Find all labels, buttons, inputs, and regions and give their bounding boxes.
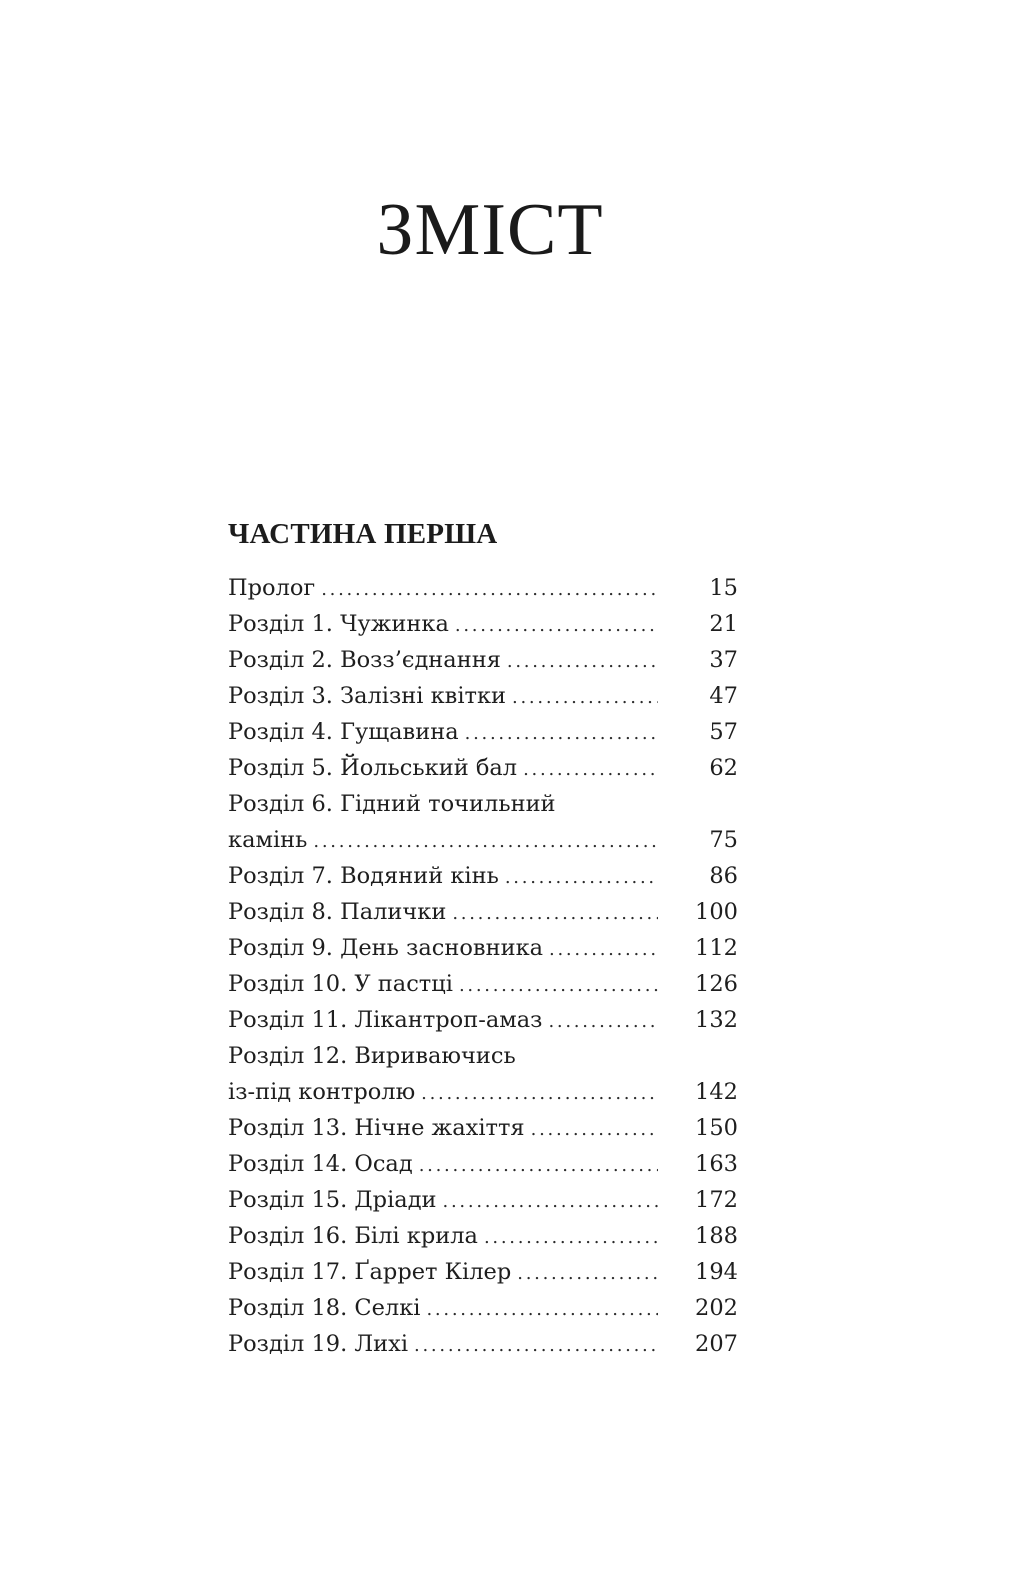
part-heading: ЧАСТИНА ПЕРША (228, 518, 498, 550)
toc-entry-page: 62 (709, 755, 738, 781)
toc-entry-label: Розділ 18. Селкі (228, 1295, 421, 1321)
toc-entry[interactable] (228, 642, 738, 678)
toc-entry-label-line1: Розділ 12. Вириваючись (228, 1043, 516, 1069)
toc-entry-page: 172 (695, 1187, 738, 1213)
toc-entry-label: Розділ 14. Осад (228, 1151, 413, 1177)
toc-entry[interactable] (228, 678, 738, 714)
toc-entry-page: 150 (695, 1115, 738, 1141)
toc-entry-page: 142 (695, 1079, 738, 1105)
dot-leader (421, 1076, 658, 1112)
toc-entry-page: 37 (709, 647, 738, 673)
toc-entry-page: 21 (709, 611, 738, 637)
toc-entry-page: 163 (695, 1151, 738, 1177)
dot-leader (455, 608, 658, 644)
toc-entry[interactable] (228, 786, 738, 858)
toc-entry[interactable] (228, 894, 738, 930)
toc-entry-page: 86 (709, 863, 738, 889)
dot-leader (465, 716, 658, 752)
toc-entry-label: Розділ 8. Палички (228, 899, 447, 925)
toc-entry[interactable] (228, 1146, 738, 1182)
toc-entry-page: 126 (695, 971, 738, 997)
toc-entry[interactable] (228, 570, 738, 606)
toc-entry[interactable] (228, 966, 738, 1002)
toc-entry-label: Розділ 17. Ґаррет Кілер (228, 1259, 512, 1285)
toc-entry-label: Розділ 1. Чужинка (228, 611, 449, 637)
toc-entry-page: 112 (695, 935, 738, 961)
dot-leader (548, 1004, 658, 1040)
toc-entry[interactable] (228, 1218, 738, 1254)
dot-leader (459, 968, 658, 1004)
toc-entry-page: 207 (695, 1331, 738, 1357)
toc-entry-label: Розділ 7. Водяний кінь (228, 863, 499, 889)
dot-leader (512, 680, 658, 716)
toc-entry[interactable] (228, 714, 738, 750)
toc-entry[interactable] (228, 1290, 738, 1326)
dot-leader (452, 896, 658, 932)
toc-entry-page: 100 (695, 899, 738, 925)
toc-entry-page: 15 (709, 575, 738, 601)
toc-entry[interactable] (228, 858, 738, 894)
toc-entry-label: камінь (228, 827, 308, 853)
toc-entry-label: Розділ 13. Нічне жахіття (228, 1115, 525, 1141)
toc-entry-label-line1: Розділ 6. Гідний точильний (228, 791, 556, 817)
toc-entry-label: Розділ 5. Йольський бал (228, 755, 518, 781)
toc-entry[interactable] (228, 1182, 738, 1218)
dot-leader (507, 644, 658, 680)
toc-entry[interactable] (228, 1002, 738, 1038)
dot-leader (505, 860, 658, 896)
toc-entry-page: 132 (695, 1007, 738, 1033)
toc-entry[interactable] (228, 606, 738, 642)
toc-entry-page: 47 (709, 683, 738, 709)
table-of-contents (228, 570, 738, 1362)
dot-leader (523, 752, 658, 788)
toc-entry-page: 75 (709, 827, 738, 853)
toc-entry-page: 57 (709, 719, 738, 745)
toc-entry-label: із-під контролю (228, 1079, 416, 1105)
toc-entry[interactable] (228, 1254, 738, 1290)
toc-entry-label: Розділ 16. Білі крила (228, 1223, 478, 1249)
dot-leader (321, 572, 658, 608)
toc-entry-label: Розділ 15. Дріади (228, 1187, 437, 1213)
dot-leader (484, 1220, 658, 1256)
dot-leader (443, 1184, 658, 1220)
dot-leader (419, 1148, 658, 1184)
toc-entry[interactable] (228, 1038, 738, 1110)
toc-entry-label: Розділ 9. День засновника (228, 935, 544, 961)
toc-entry[interactable] (228, 1110, 738, 1146)
toc-entry-label: Розділ 19. Лихі (228, 1331, 409, 1357)
toc-entry-page: 202 (695, 1295, 738, 1321)
toc-entry[interactable] (228, 930, 738, 966)
toc-entry-label: Розділ 3. Залізні квітки (228, 683, 507, 709)
dot-leader (313, 824, 658, 860)
toc-entry-label: Розділ 4. Гущавина (228, 719, 459, 745)
dot-leader (549, 932, 658, 968)
toc-entry-page: 188 (695, 1223, 738, 1249)
page-title: ЗМІСТ (376, 189, 604, 271)
toc-entry[interactable] (228, 750, 738, 786)
toc-entry-label: Пролог (228, 575, 316, 601)
toc-entry-label: Розділ 10. У пастці (228, 971, 453, 997)
dot-leader (414, 1328, 658, 1364)
toc-entry-page: 194 (695, 1259, 738, 1285)
toc-entry-label: Розділ 11. Лікантроп-амаз (228, 1007, 543, 1033)
dot-leader (531, 1112, 658, 1148)
dot-leader (426, 1292, 658, 1328)
toc-entry[interactable] (228, 1326, 738, 1362)
dot-leader (517, 1256, 658, 1292)
toc-entry-label: Розділ 2. Возз’єднання (228, 647, 501, 673)
